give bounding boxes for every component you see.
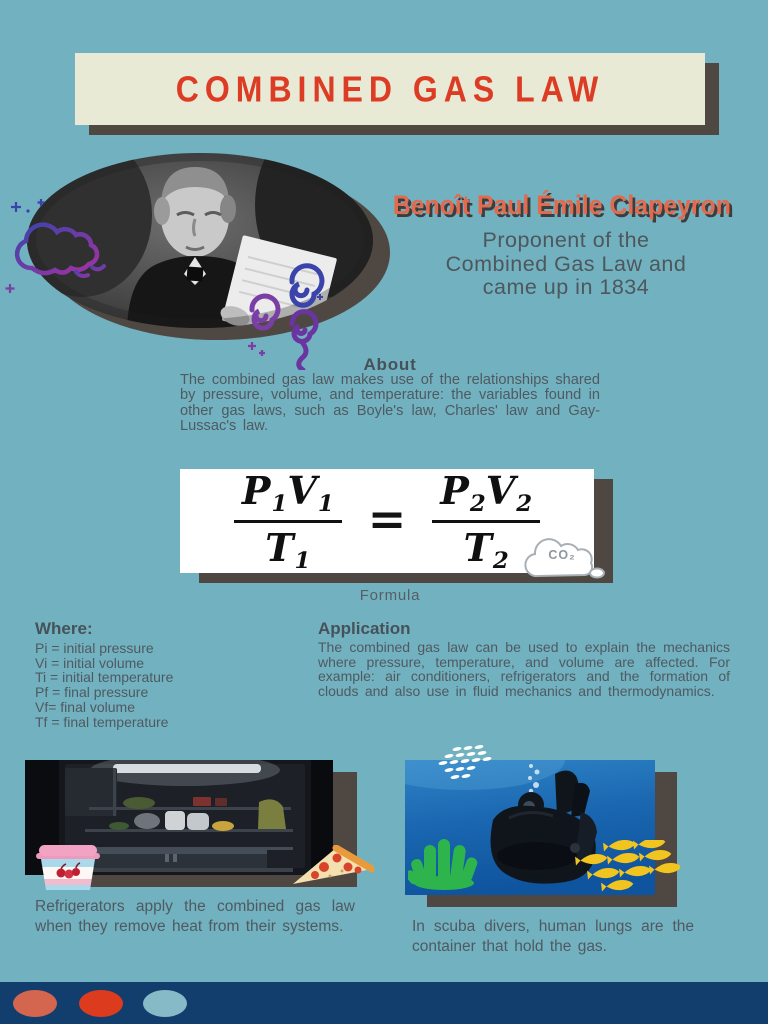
sparkle-icon [6,284,15,293]
pizza-slice-icon [290,845,374,887]
scientist-role [396,229,736,300]
footer-bar [0,982,768,1024]
page-title: COMBINED GAS LAW [175,68,605,109]
co2-label: CO₂ [548,548,576,562]
formula-initial-denominator: $T_1$ [265,525,311,575]
role-line: Combined Gas Law and [445,251,687,276]
about-body: The combined gas law makes use of the relationships shared by pressure, volume, and temperature: the variables found in other gas laws, such as Boyle's law, Charles' law and Gay-Lussac's law. [180,372,600,435]
definition-item: Vi = initial volume [35,654,145,671]
definition-item: Ti = initial temperature [35,669,174,686]
swirl-doodle-icon [240,248,330,370]
application-body: The combined gas law can be used to explain the mechanics where pressure, temperature, and volume are affected. For example: air conditioners, refrigerators and the formation of clouds and also use in fluid mechanics and thermodynamics. [318,639,730,699]
ice-cream-tub-icon [36,844,100,890]
formula-label: Formula [359,587,421,604]
definition-item: Pi = initial pressure [35,640,154,656]
scientist-name: Benoît Paul Émile Clapeyron [392,190,732,220]
about-heading: About [363,355,417,374]
scuba-caption: In scuba divers, human lungs are the container that hold the gas. [412,918,694,955]
application-heading: Application [318,619,411,638]
footer-dot [79,990,123,1017]
formula-initial-fraction [234,468,342,574]
formula-final-numerator: $P_2V_2$ [440,467,533,517]
where-heading: Where: [35,619,93,638]
title-banner [75,53,705,125]
yellow-fish-school-icon [568,840,680,892]
cloud-doodle-icon [2,196,127,301]
sparkle-icon [248,342,265,356]
equals-sign: = [367,492,407,546]
definition-item: Vf= final volume [35,698,135,715]
role-line: came up in 1834 [482,275,650,299]
definition-item: Tf = final temperature [35,713,169,730]
role-line: Proponent of the [482,228,650,252]
coral-icon [408,838,483,890]
white-fish-school-icon [437,745,507,785]
formula-initial-numerator: $P_1V_1$ [241,467,334,517]
refrigerator-caption: Refrigerators apply the combined gas law when they remove heat from their systems. [35,898,355,935]
footer-dot [143,990,187,1017]
definition-item: Pf = final pressure [35,684,149,701]
formula-final-denominator: $T_2$ [463,525,509,575]
where-definitions [35,641,305,729]
footer-dot [13,990,57,1017]
sparkle-icon [317,294,323,300]
